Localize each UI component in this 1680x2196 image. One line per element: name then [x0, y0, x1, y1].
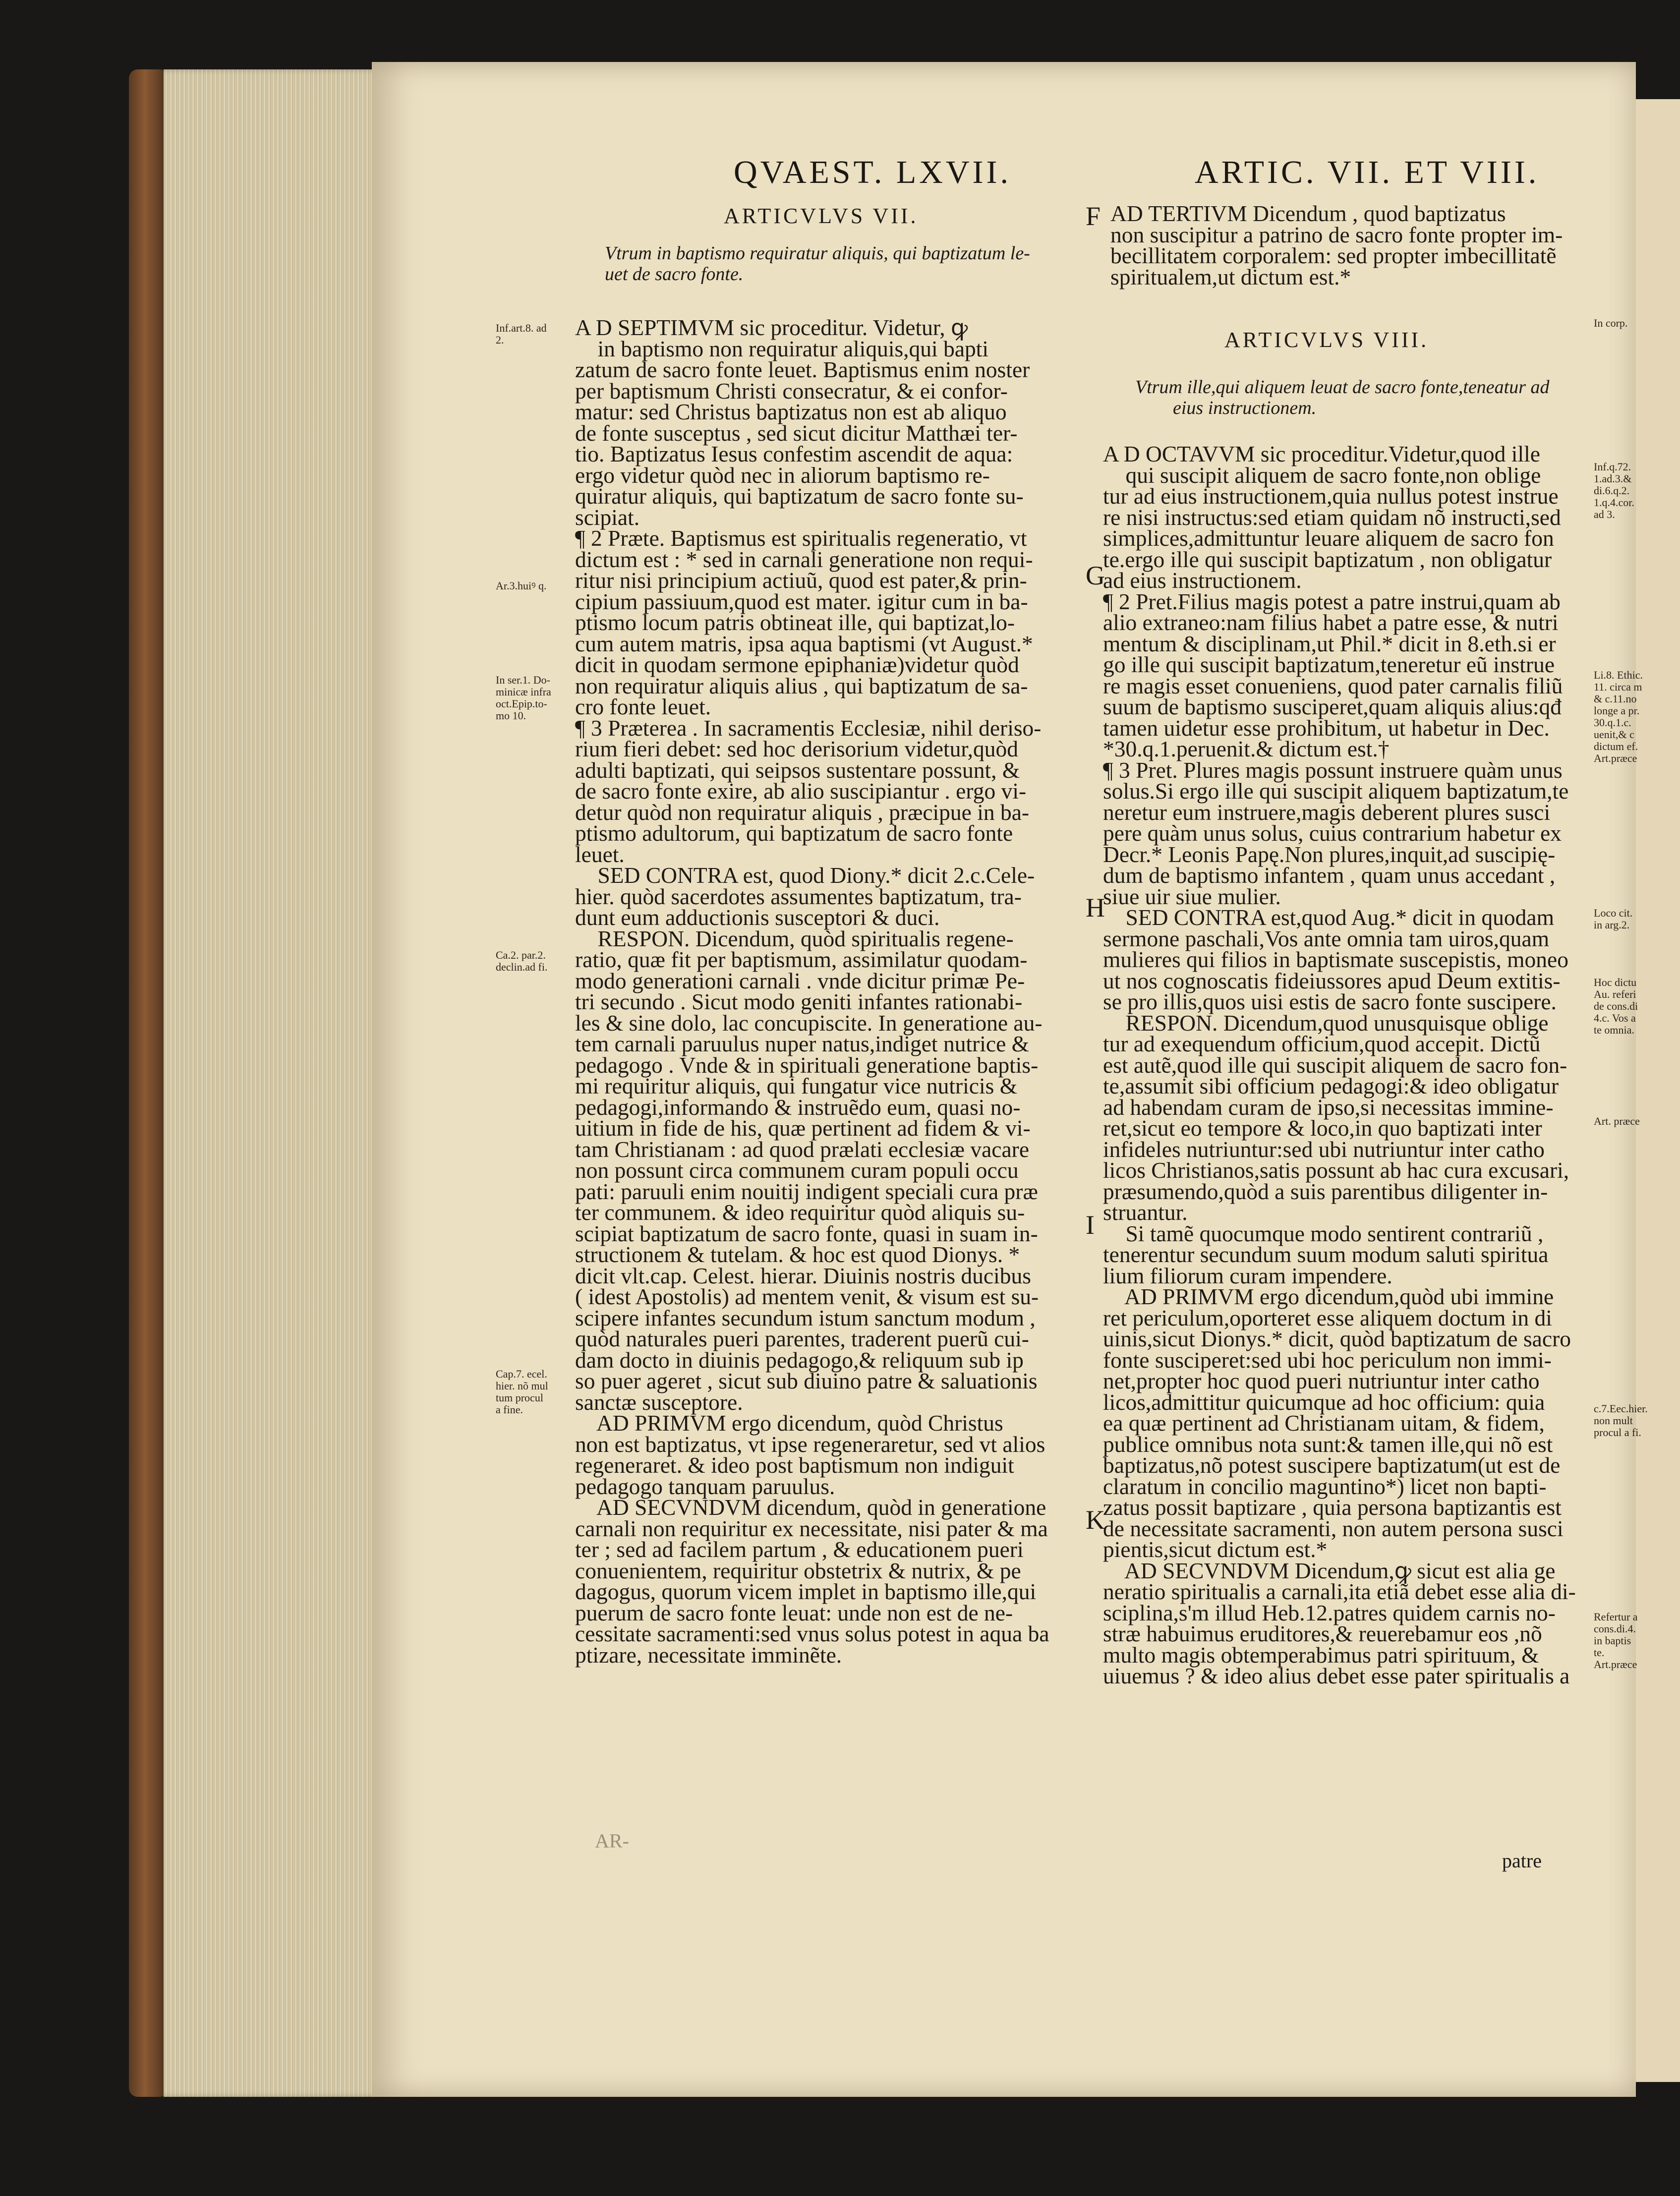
page-edges — [164, 69, 382, 2097]
margin-note: Li.8. Ethic. 11. circa m & c.11.no longe a pr. 30.q.1.c. uenit,& c dictum ef. Art.præce — [1594, 669, 1643, 764]
margin-letter-k: K — [1086, 1505, 1105, 1535]
margin-note: Loco cit. in arg.2. — [1594, 907, 1633, 931]
right-catchword: patre — [1502, 1849, 1542, 1872]
margin-note: Inf.art.8. ad 2. — [496, 322, 547, 346]
right-column-text-top: AD TERTIVM Dicendum , quod baptizatus non suscipitur a patrino de sacro fonte propter im- becillitatem corporalem: sed propter imbecillitatẽ spiritualem,ut dictum est.* — [1110, 201, 1563, 289]
margin-note: Refertur a cons.di.4. in baptis te. Art.præce — [1594, 1611, 1638, 1671]
margin-note: In ser.1. Do- minicæ infra oct.Epip.to- mo 10. — [496, 674, 551, 722]
running-header-right: ARTIC. VII. ET VIII. — [1195, 154, 1540, 190]
margin-note: Cap.7. ecel. hier. nõ mul tum procul a fine. — [496, 1368, 548, 1416]
article-question-right: Vtrum ille,qui aliquem leuat de sacro fonte,teneatur ad eius instructionem. — [1135, 377, 1550, 418]
margin-note: Inf.q.72. 1.ad.3.& di.6.q.2. 1.q.4.cor. ad 3. — [1594, 461, 1634, 520]
margin-note: Ca.2. par.2. declin.ad fi. — [496, 949, 548, 973]
margin-letter-f: F — [1086, 201, 1101, 231]
margin-letter-h: H — [1086, 893, 1105, 923]
article-question-left: Vtrum in baptismo requiratur aliquis, qui baptizatum le- uet de sacro fonte. — [605, 243, 1030, 285]
left-catchword: AR- — [595, 1830, 629, 1852]
margin-letter-g: G — [1086, 561, 1105, 590]
book-spine-leather — [129, 69, 169, 2097]
margin-letter-i: I — [1086, 1210, 1095, 1240]
running-header-left: QVAEST. LXVII. — [734, 154, 1012, 190]
facing-page-edge — [1636, 99, 1680, 2082]
margin-note: c.7.Eec.hier. non mult procul a fi. — [1594, 1402, 1648, 1439]
article-title-left: ARTICVLVS VII. — [724, 204, 919, 228]
margin-note: Ar.3.huiꝰ q. — [496, 579, 547, 592]
right-column-text: A D OCTAVVM sic proceditur.Videtur,quod ille qui suscipit aliquem de sacro fonte,non oblige tur ad eius instructionem,quia nullus potest instrue re nisi instructus:sed etiam quidam nõ instructi,sed simplices,admittuntur leuare aliquem de sacro fon te.ergo ille qui suscipit baptizatum , non obligatur ad eius instructionem. ¶ 2 Pret.Filius magis potest a patre instrui,quam ab alio extraneo:nam filius habet a patre esse, & nutri mentum & disciplinam,ut Phil.* dicit in 8.eth.si er go ille qui suscipit baptizatum,teneretur eũ instrue re magis esset conueniens, quod pater carnalis filiũ suum de baptismo susciperet,quam aliquis alius:qđ tamen uidetur esse prohibitum, ut habetur in Dec. *30.q.1.peruenit.& dictum est.† ¶ 3 Pret. Plures magis possunt instruere quàm unus solus.Si ergo ille qui suscipit aliquem baptizatum,te neretur eum instruere,magis deberent plures susci pere quàm unus solus, cuius contrarium habetur ex Decr.* Leonis Papę.Non plures,inquit,ad suscipię- dum de baptismo infantem , quam unus accedant , siue uir siue mulier. SED CONTRA est,quod Aug.* dicit in quodam sermone paschali,Vos ante omnia tam uiros,quam mulieres qui filios in baptismate suscepistis, moneo ut nos cognoscatis fideiussores apud Deum extitis- se pro illis,quos uisi estis de sacro fonte suscipere. RESPON. Dicendum,quod unusquisque oblige tur ad exequendum officium,quod accepit. Dictũ est autẽ,quod ille qui suscipit aliquem de sacro fon- te,assumit sibi officium pedagogi:& ideo obligatur ad habendam curam de ipso,si necessitas immine- ret,sicut eo tempore & loco,in quo baptizati inter infideles nutriuntur:sed ubi nutriuntur inter catho licos Christianos,satis possunt ab hac cura excusari, præsumendo,quòd a suis parentibus diligenter in- struantur. Si tamẽ quocumque modo sentirent contrariũ , tenerentur secundum suum modum saluti spiritua lium filiorum curam impendere. AD PRIMVM ergo dicendum,quòd ubi immine ret periculum,oporteret esse aliquem doctum in di uinis,sicut Dionys.* dicit, quòd baptizatum de sacro fonte susciperet:sed ubi hoc periculum non immi- net,propter hoc quod pueri nutriuntur inter catho licos,admittitur quicumque ad hoc officium: quia ea quæ pertinent ad Christianam uitam, & fidem, publice omnibus nota sunt:& tamen ille,qui nõ est baptizatus,nõ potest suscipere baptizatum(ut est de claratum in concilio maguntino*) licet non bapti- zatus possit baptizare , quia persona baptizantis est de necessitate sacramenti, non autem persona susci pientis,sicut dictum est.* AD SECVNDVM Dicendum,ꝙ sicut est alia ge neratio spiritualis a carnali,ita etiã debet esse alia di- sciplina,s'm illud Heb.12.patres quidem carnis no- stræ habuimus eruditores,& reuerebamur eos ,nõ multo magis obtemperabimus patri spirituum, & uiuemus ? & ideo alius debet esse pater spiritualis a — [1103, 441, 1576, 1688]
margin-note: Art. præce — [1594, 1115, 1640, 1127]
margin-note: In corp. — [1594, 317, 1628, 329]
left-column-text: A D SEPTIMVM sic proceditur. Videtur, ꝙ in baptismo non requiratur aliquis,qui bapti zatum de sacro fonte leuet. Baptismus enim noster per baptismum Christi consecratur, & ei confor- matur: sed Christus baptizatus non est ab aliquo de fonte susceptus , sed sicut dicitur Matthæi ter- tio. Baptizatus Iesus confestim ascendit de aqua: ergo videtur quòd nec in aliorum baptismo re- quiratur aliquis, qui baptizatum de sacro fonte su- scipiat. ¶ 2 Præte. Baptismus est spiritualis regeneratio, vt dictum est : * sed in carnali generatione non requi- ritur nisi principium actiuũ, quod est pater,& prin- cipium passiuum,quod est mater. igitur cum in ba- ptismo locum patris obtineat ille, qui baptizat,lo- cum autem matris, ipsa aqua baptismi (vt August.* dicit in quodam sermone epiphaniæ)videtur quòd non requiratur aliquis alius , qui baptizatum de sa- cro fonte leuet. ¶ 3 Præterea . In sacramentis Ecclesiæ, nihil deriso- rium fieri debet: sed hoc derisorium videtur,quòd adulti baptizati, qui seipsos sustentare possunt, & de sacro fonte exire, ab alio suscipiantur . ergo vi- detur quòd non requiratur aliquis , præcipue in ba- ptismo adultorum, qui baptizatum de sacro fonte leuet. SED CONTRA est, quod Diony.* dicit 2.c.Cele- hier. quòd sacerdotes assumentes baptizatum, tra- dunt eum adductionis susceptori & duci. RESPON. Dicendum, quòd spiritualis regene- ratio, quæ fit per baptismum, assimilatur quodam- modo generationi carnali . vnde dicitur primæ Pe- tri secundo . Sicut modo geniti infantes rationabi- les & sine dolo, lac concupiscite. In generatione au- tem carnali paruulus nuper natus,indiget nutrice & pedagogo . Vnde & in spirituali generatione baptis- mi requiritur aliquis, qui fungatur vice nutricis & pedagogi,informando & instruẽdo eum, quasi no- uitium in fide de his, quæ pertinent ad fidem & vi- tam Christianam : ad quod prælati ecclesiæ vacare non possunt circa communem curam populi occu pati: paruuli enim nouitij indigent speciali cura præ ter communem. & ideo requiritur quòd aliquis su- scipiat baptizatum de sacro fonte, quasi in suam in- structionem & tutelam. & hoc est quod Dionys. * dicit vlt.cap. Celest. hierar. Diuinis nostris ducibus ( idest Apostolis) ad mentem venit, & visum est su- scipere infantes secundum istum sanctum modum , quòd naturales pueri parentes, traderent puerũ cui- dam docto in diuinis pedagogo,& reliquum sub ip so puer ageret , sicut sub diuino patre & saluationis sanctæ susceptore. AD PRIMVM ergo dicendum, quòd Christus non est baptizatus, vt ipse regeneraretur, sed vt alios regeneraret. & ideo post baptismum non indiguit pedagogo tanquam paruulus. AD SECVNDVM dicendum, quòd in generatione carnali non requiritur ex necessitate, nisi pater & ma ter ; sed ad facilem partum , & educationem pueri conuenientem, requiritur obstetrix & nutrix, & pe dagogus, quorum vicem implet in baptismo ille,qui puerum de sacro fonte leuat: unde non est de ne- cessitate sacramenti:sed vnus solus potest in aqua ba ptizare, necessitate imminẽte. — [575, 315, 1049, 1668]
article-title-right: ARTICVLVS VIII. — [1224, 328, 1429, 352]
margin-note: Hoc dictu Au. referi de cons.di 4.c. Vos a te omnia. — [1594, 976, 1638, 1036]
